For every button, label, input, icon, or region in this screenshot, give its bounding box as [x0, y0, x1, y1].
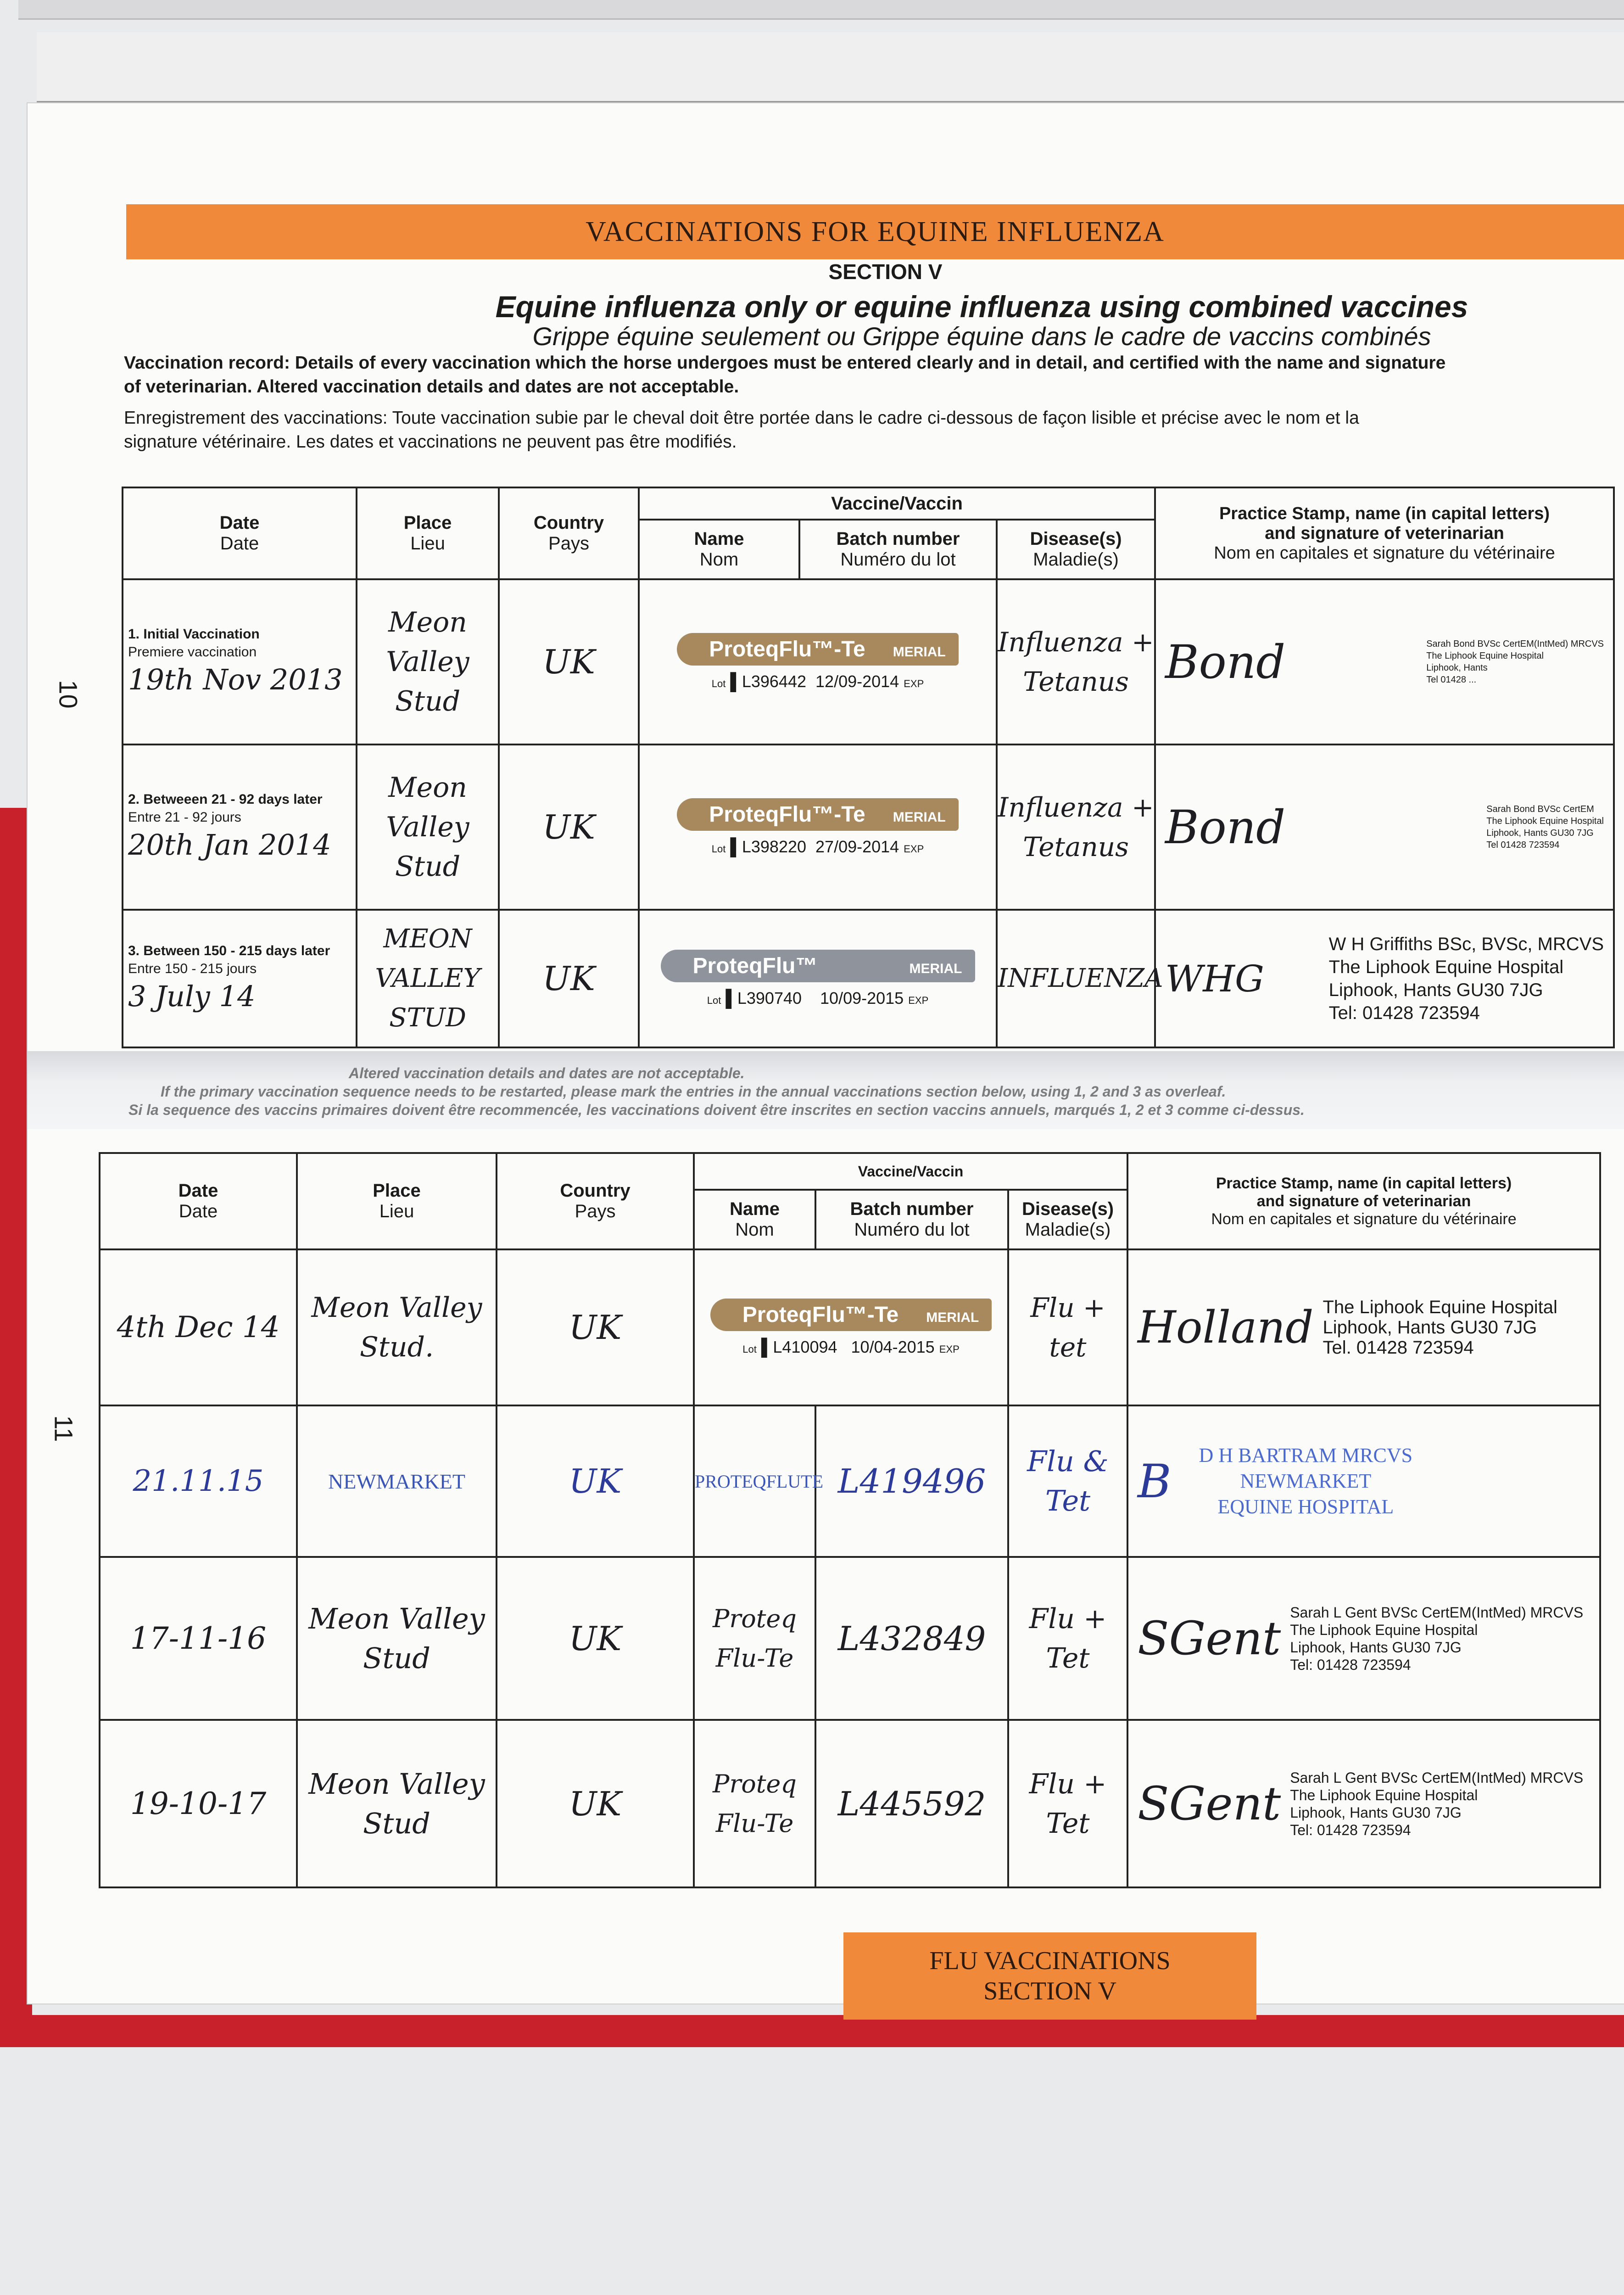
- exp-prefix: EXP: [939, 1343, 960, 1355]
- vaccine-label-sticker: [694, 1249, 1008, 1405]
- fold-line3: Si la sequence des vaccins primaires doivent être recommencée, les vaccinations doivent être inscrites en section vaccins annuels, marqués 1, 2 et 3 comme ci-dessus.: [128, 1102, 1305, 1118]
- col-batch-label-fr: Numéro du lot: [854, 1220, 970, 1240]
- col-date-label-fr: Date: [220, 533, 259, 554]
- stamp-cell: [1155, 579, 1614, 744]
- fold-line2: If the primary vaccination sequence needs to be restarted, please mark the entries in the annual vaccinations section below, using 1, 2 and 3 as overleaf.: [161, 1083, 1226, 1100]
- vet-signature: SGent: [1138, 1612, 1281, 1665]
- table-row: [100, 1720, 1600, 1887]
- col-name-label: Name: [694, 529, 744, 549]
- vet-signature: SGent: [1138, 1777, 1281, 1830]
- stamp-line: Sarah Bond BVSc CertEM: [1486, 804, 1594, 814]
- batch-value: L445592: [815, 1720, 1008, 1887]
- col-batch: [815, 1190, 1008, 1249]
- col-country: [497, 1153, 694, 1249]
- stamp-line: Liphook, Hants: [1426, 663, 1488, 673]
- stamp-cell: [1127, 1720, 1600, 1887]
- table-row: [100, 1405, 1600, 1557]
- col-disease-label-fr: Maladie(s): [1033, 549, 1119, 570]
- passport-cover-bottom: [0, 2015, 1624, 2047]
- disease-value: Flu + Tet: [1008, 1557, 1127, 1720]
- section-banner: [126, 204, 1624, 259]
- expiry-value: 12/09-2014: [815, 672, 899, 691]
- col-stamp-line1: Practice Stamp, name (in capital letters): [1219, 504, 1550, 523]
- banner-title: VACCINATIONS FOR EQUINE INFLUENZA: [586, 216, 1165, 247]
- place-value: MEON VALLEY STUD: [357, 910, 499, 1047]
- country-value: UK: [497, 1557, 694, 1720]
- date-value: 19th Nov 2013: [128, 663, 343, 696]
- practice-stamp: [1323, 1297, 1557, 1358]
- col-batch-label: Batch number: [850, 1199, 974, 1219]
- vaccine-sticker: [677, 798, 958, 831]
- col-date-label: Date: [219, 513, 260, 533]
- date-value: 19-10-17: [100, 1720, 297, 1887]
- country-value: UK: [497, 1405, 694, 1557]
- plastic-sleeve-edge: [37, 32, 1624, 103]
- col-disease-label: Disease(s): [1021, 1199, 1114, 1219]
- vaccine-label-sticker: [639, 744, 997, 910]
- vet-signature: B: [1138, 1454, 1172, 1508]
- country-value: UK: [499, 579, 639, 744]
- title-french: Grippe équine seulement ou Grippe équine dans le cadre de vaccins combinés: [532, 322, 1431, 351]
- instructions-fr-line1: Enregistrement des vaccinations: Toute vaccination subie par le cheval doit être portée dans le cadre ci-dessous de façon lisible et précise avec le nom et la: [124, 408, 1359, 428]
- col-date: [123, 487, 357, 579]
- stamp-cell: [1127, 1557, 1600, 1720]
- lot-prefix: Lot: [742, 1343, 757, 1355]
- expiry-value: 10/09-2015: [820, 988, 904, 1008]
- col-name-label-fr: Nom: [699, 549, 739, 570]
- col-stamp-line2: and signature of veterinarian: [1256, 1192, 1471, 1210]
- batch-value: L390740: [737, 988, 802, 1008]
- stamp-line: W H Griffiths BSc, BVSc, MRCVS: [1328, 934, 1604, 954]
- table-row: [100, 1249, 1600, 1405]
- date-value: 17-11-16: [100, 1557, 297, 1720]
- footer-section-tab: [843, 1932, 1256, 2020]
- vaccine-sticker: [677, 633, 958, 666]
- place-value: Meon Valley Stud: [357, 579, 499, 744]
- exp-prefix: EXP: [904, 677, 924, 689]
- stamp-line: Tel: 01428 723594: [1328, 1003, 1480, 1023]
- manufacturer: MERIAL: [909, 961, 962, 976]
- batch-line: Lot ▌L398220 27/09-2014 EXP: [711, 837, 924, 856]
- page-number-top: 10: [54, 680, 83, 709]
- stamp-line: Tel: 01428 723594: [1290, 1821, 1411, 1838]
- disease-value: Flu + Tet: [1008, 1720, 1127, 1887]
- annual-vaccination-table: [99, 1152, 1601, 1888]
- plastic-sleeve-top: [18, 0, 1624, 20]
- stamp-line: Liphook, Hants GU30 7JG: [1486, 828, 1594, 838]
- lot-prefix: Lot: [711, 677, 726, 689]
- page-number-bottom: 11: [49, 1415, 78, 1442]
- place-value: Meon Valley Stud.: [297, 1249, 497, 1405]
- row-label-fr: Entre 150 - 215 jours: [128, 961, 257, 976]
- instructions-en-line2: of veterinarian. Altered vaccination details and dates are not acceptable.: [124, 377, 739, 397]
- vaccine-sticker: [661, 950, 975, 982]
- date-value: 20th Jan 2014: [128, 828, 331, 862]
- table-row: [100, 1557, 1600, 1720]
- row-label-fr: Premiere vaccination: [128, 644, 257, 660]
- stamp-line: Tel. 01428 723594: [1323, 1338, 1474, 1358]
- col-place-label-fr: Lieu: [379, 1201, 414, 1221]
- stamp-cell: [1155, 910, 1614, 1047]
- date-cell: [123, 579, 357, 744]
- instructions-french: [124, 406, 1624, 454]
- country-value: UK: [499, 744, 639, 910]
- place-value: Meon Valley Stud: [357, 744, 499, 910]
- name-value: PROTEQFLUTE: [694, 1405, 815, 1557]
- stamp-line: The Liphook Equine Hospital: [1486, 816, 1604, 826]
- manufacturer: MERIAL: [926, 1310, 979, 1325]
- stamp-line: The Liphook Equine Hospital: [1426, 651, 1544, 661]
- instructions-fr-line2: signature vétérinaire. Les dates et vaccinations ne peuvent pas être modifiés.: [124, 432, 737, 452]
- vaccine-name: ProteqFlu™-Te: [709, 802, 865, 827]
- table-row: [123, 579, 1614, 744]
- date-cell: [123, 910, 357, 1047]
- stamp-line: Tel: 01428 723594: [1290, 1656, 1411, 1673]
- batch-value: L410094: [773, 1337, 837, 1356]
- stamp-line: Liphook, Hants GU30 7JG: [1290, 1639, 1462, 1656]
- footer-line2: SECTION V: [983, 1977, 1116, 2005]
- date-value: 21.11.15: [100, 1405, 297, 1557]
- vaccine-name: ProteqFlu™-Te: [742, 1302, 899, 1327]
- col-stamp: [1155, 487, 1614, 579]
- fold-line1: Altered vaccination details and dates are not acceptable.: [349, 1065, 745, 1081]
- instructions-english: [124, 351, 1624, 399]
- footer-line1: FLU VACCINATIONS: [929, 1947, 1171, 1975]
- col-stamp-fr: Nom en capitales et signature du vétérinaire: [1214, 543, 1555, 563]
- col-date: [100, 1153, 297, 1249]
- col-name-label-fr: Nom: [735, 1220, 774, 1240]
- stamp-line: The Liphook Equine Hospital: [1323, 1297, 1557, 1317]
- col-country: [499, 487, 639, 579]
- practice-stamp: [1329, 933, 1604, 1024]
- stamp-line: Liphook, Hants GU30 7JG: [1323, 1317, 1537, 1338]
- col-stamp-line2: and signature of veterinarian: [1265, 523, 1504, 543]
- disease-value: Flu + tet: [1008, 1249, 1127, 1405]
- batch-value: L419496: [815, 1405, 1008, 1557]
- place-value: NEWMARKET: [297, 1405, 497, 1557]
- place-value: Meon Valley Stud: [297, 1557, 497, 1720]
- row-label-fr: Entre 21 - 92 jours: [128, 810, 241, 825]
- practice-stamp: [1290, 1769, 1583, 1839]
- stamp-line: Tel 01428 723594: [1486, 840, 1560, 850]
- col-place-label: Place: [403, 513, 452, 533]
- vaccine-name: ProteqFlu™: [692, 953, 818, 978]
- col-country-label: Country: [533, 513, 604, 533]
- batch-line: Lot ▌L390740 10/09-2015 EXP: [707, 988, 929, 1008]
- col-country-label-fr: Pays: [548, 533, 589, 554]
- col-place-label-fr: Lieu: [410, 533, 445, 554]
- name-value: Proteq Flu-Te: [694, 1720, 815, 1887]
- col-disease-label: Disease(s): [1030, 529, 1122, 549]
- col-disease: [1008, 1190, 1127, 1249]
- title-english: Equine influenza only or equine influenza using combined vaccines: [495, 290, 1468, 324]
- country-value: UK: [497, 1249, 694, 1405]
- vaccine-name: ProteqFlu™-Te: [709, 637, 865, 661]
- stamp-cell: [1127, 1249, 1600, 1405]
- batch-value: L396442: [742, 672, 807, 691]
- disease-value: Influenza + Tetanus: [997, 579, 1155, 744]
- practice-stamp: [1426, 638, 1604, 686]
- col-batch-label: Batch number: [836, 529, 960, 549]
- lot-prefix: Lot: [711, 843, 726, 855]
- section-label: SECTION V: [828, 260, 943, 284]
- expiry-value: 10/04-2015: [851, 1337, 935, 1356]
- stamp-cell: [1127, 1405, 1600, 1557]
- batch-line: Lot ▌L396442 12/09-2014 EXP: [711, 672, 924, 691]
- date-value: 3 July 14: [128, 980, 256, 1013]
- table-row: [123, 910, 1614, 1047]
- stamp-line: EQUINE HOSPITAL: [1217, 1495, 1394, 1518]
- row-label: 2. Betweeen 21 - 92 days later: [128, 792, 323, 807]
- stamp-line: The Liphook Equine Hospital: [1328, 957, 1564, 977]
- stamp-cell: [1155, 744, 1614, 910]
- date-value: 4th Dec 14: [100, 1249, 297, 1405]
- col-disease: [997, 520, 1155, 579]
- col-stamp: [1127, 1153, 1600, 1249]
- place-value: Meon Valley Stud: [297, 1720, 497, 1887]
- expiry-value: 27/09-2014: [815, 837, 899, 856]
- batch-value: L398220: [742, 837, 807, 856]
- practice-stamp: [1290, 1604, 1583, 1674]
- stamp-line: Liphook, Hants GU30 7JG: [1328, 980, 1543, 1000]
- col-disease-label-fr: Maladie(s): [1025, 1220, 1111, 1240]
- row-label: 1. Initial Vaccination: [128, 627, 260, 642]
- vet-signature: WHG: [1165, 957, 1264, 1000]
- vaccine-sticker: [710, 1299, 992, 1331]
- col-date-label-fr: Date: [179, 1201, 218, 1221]
- stamp-line: NEWMARKET: [1240, 1470, 1372, 1492]
- vaccine-label-sticker: [639, 910, 997, 1047]
- vet-signature: Holland: [1138, 1302, 1314, 1353]
- stamp-line: Sarah L Gent BVSc CertEM(IntMed) MRCVS: [1290, 1604, 1584, 1621]
- primary-vaccination-table: [122, 487, 1615, 1048]
- disease-value: INFLUENZA: [997, 910, 1155, 1047]
- vaccine-label-sticker: [639, 579, 997, 744]
- col-place: [297, 1153, 497, 1249]
- stamp-line: Sarah L Gent BVSc CertEM(IntMed) MRCVS: [1290, 1769, 1584, 1786]
- col-name: [639, 520, 799, 579]
- country-value: UK: [499, 910, 639, 1047]
- practice-stamp: [1486, 803, 1604, 851]
- col-name-label: Name: [730, 1199, 780, 1219]
- manufacturer: MERIAL: [893, 809, 946, 825]
- col-batch: [799, 520, 997, 579]
- batch-value: L432849: [815, 1557, 1008, 1720]
- vet-signature: Bond: [1165, 800, 1286, 854]
- table-row: [123, 744, 1614, 910]
- exp-prefix: EXP: [908, 994, 929, 1006]
- col-vaccine: Vaccine/Vaccin: [694, 1153, 1127, 1190]
- disease-value: Influenza + Tetanus: [997, 744, 1155, 910]
- stamp-line: D H BARTRAM MRCVS: [1199, 1444, 1413, 1467]
- vet-signature: Bond: [1165, 635, 1286, 689]
- col-name: [694, 1190, 815, 1249]
- col-country-label: Country: [560, 1181, 631, 1201]
- practice-stamp: [1199, 1443, 1413, 1520]
- col-date-label: Date: [178, 1181, 218, 1201]
- col-stamp-line1: Practice Stamp, name (in capital letters): [1216, 1174, 1512, 1192]
- col-vaccine: Vaccine/Vaccin: [639, 487, 1155, 520]
- stamp-line: The Liphook Equine Hospital: [1290, 1786, 1478, 1803]
- col-place-label: Place: [373, 1181, 421, 1201]
- col-country-label-fr: Pays: [575, 1201, 616, 1221]
- disease-value: Flu & Tet: [1008, 1405, 1127, 1557]
- stamp-line: Liphook, Hants GU30 7JG: [1290, 1804, 1462, 1821]
- stamp-line: The Liphook Equine Hospital: [1290, 1621, 1478, 1638]
- manufacturer: MERIAL: [893, 644, 946, 660]
- col-place: [357, 487, 499, 579]
- col-stamp-fr: Nom en capitales et signature du vétérinaire: [1211, 1210, 1517, 1228]
- date-cell: [123, 744, 357, 910]
- exp-prefix: EXP: [904, 843, 924, 855]
- lot-prefix: Lot: [707, 994, 721, 1006]
- stamp-line: Sarah Bond BVSc CertEM(IntMed) MRCVS: [1426, 639, 1604, 649]
- batch-line: Lot ▌L410094 10/04-2015 EXP: [742, 1337, 960, 1356]
- country-value: UK: [497, 1720, 694, 1887]
- instructions-en-line1: Vaccination record: Details of every vaccination which the horse undergoes must be entered clearly and in detail, and certified with the name and signature: [124, 353, 1446, 373]
- name-value: Proteq Flu-Te: [694, 1557, 815, 1720]
- col-batch-label-fr: Numéro du lot: [840, 549, 956, 570]
- row-label: 3. Between 150 - 215 days later: [128, 943, 330, 958]
- stamp-line: Tel 01428 ...: [1426, 675, 1477, 685]
